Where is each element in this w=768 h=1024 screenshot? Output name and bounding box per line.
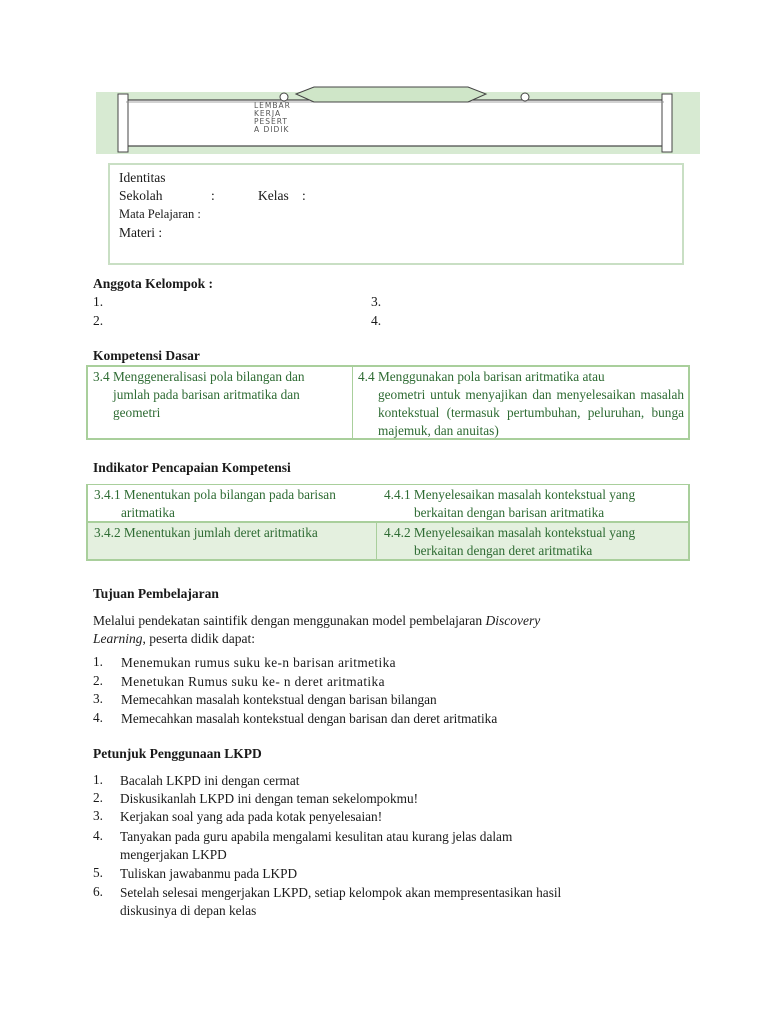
subject-label: Mata Pelajaran : [119, 207, 201, 221]
instruction-1-number: 1. [93, 772, 103, 787]
objective-4-text: Memecahkan masalah kontekstual dengan barisan dan deret aritmatika [121, 711, 498, 726]
instruction-2-number: 2. [93, 790, 103, 805]
objective-3-text: Memecahkan masalah kontekstual dengan barisan bilangan [121, 692, 437, 707]
worksheet-banner [96, 84, 700, 160]
group-heading: Anggota Kelompok : [93, 276, 214, 291]
banner-title: LEMBAR KERJA PESERT A DIDIK [254, 101, 291, 134]
objective-4-number: 4. [93, 710, 103, 725]
indicator-table [86, 484, 690, 561]
material-label: Materi : [119, 225, 163, 240]
member-1: 1. [93, 294, 104, 309]
indicator-3-4-2: 3.4.2 Menentukan jumlah deret aritmatika [94, 525, 318, 540]
instruction-4-text: Tanyakan pada guru apabila mengalami kesulitan atau kurang jelas dalam [120, 829, 513, 844]
instruction-6-text: Setelah selesai mengerjakan LKPD, setiap kelompok akan mempresentasikan hasil [120, 885, 562, 900]
basic-competence-table [86, 365, 690, 440]
instruction-5-number: 5. [93, 865, 103, 880]
school-label: Sekolah [119, 188, 163, 203]
instruction-1-text: Bacalah LKPD ini dengan cermat [120, 773, 300, 788]
objective-2-number: 2. [93, 673, 103, 688]
indicator-4-4-2: 4.4.2 Menyelesaikan masalah kontekstual yang berkaitan dengan deret aritmatika [384, 525, 636, 558]
instruction-3-number: 3. [93, 808, 103, 823]
competence-4-4: 4.4 Menggunakan pola barisan aritmatika atau geometri untuk menyajikan dan menyelesaikan masalah kontekstual (termasuk pertumbuhan, peluruhan, bunga majemuk, dan anuitas) [358, 369, 684, 438]
table-divider [352, 367, 353, 438]
instruction-6-text-cont: diskusinya di depan kelas [120, 903, 257, 918]
objective-1-text: Menemukan rumus suku ke-n barisan aritmetika [121, 655, 396, 670]
indicator-4-4-1: 4.4.1 Menyelesaikan masalah kontekstual yang berkaitan dengan barisan aritmatika [384, 487, 636, 520]
member-4: 4. [371, 313, 382, 328]
class-label: Kelas [258, 188, 289, 203]
instruction-5-text: Tuliskan jawabanmu pada LKPD [120, 866, 298, 881]
objectives-intro-line1: Melalui pendekatan saintifik dengan menggunakan model pembelajaran Discovery [93, 613, 541, 628]
class-colon: : [302, 188, 306, 203]
indicator-3-4-1: 3.4.1 Menentukan pola bilangan pada barisan aritmatika [94, 487, 336, 520]
objective-3-number: 3. [93, 691, 103, 706]
competence-3-4: 3.4 Menggeneralisasi pola bilangan dan jumlah pada barisan aritmatika dan geometri [93, 369, 305, 420]
instruction-3-text: Kerjakan soal yang ada pada kotak penyelesaian! [120, 809, 383, 824]
identity-title: Identitas [119, 170, 166, 185]
instruction-6-number: 6. [93, 884, 103, 899]
indicator-heading: Indikator Pencapaian Kompetensi [93, 460, 291, 475]
objective-1-number: 1. [93, 654, 103, 669]
member-2: 2. [93, 313, 104, 328]
objectives-intro-line2: Learning, peserta didik dapat: [93, 631, 255, 646]
objectives-heading: Tujuan Pembelajaran [93, 586, 219, 601]
instruction-2-text: Diskusikanlah LKPD ini dengan teman sekelompokmu! [120, 791, 419, 806]
basic-competence-heading: Kompetensi Dasar [93, 348, 200, 363]
school-colon: : [211, 188, 215, 203]
member-3: 3. [371, 294, 382, 309]
row2-col-divider [376, 521, 377, 559]
instruction-4-number: 4. [93, 828, 103, 843]
instructions-heading: Petunjuk Penggunaan LKPD [93, 746, 262, 761]
instruction-4-text-cont: mengerjakan LKPD [120, 847, 227, 862]
identity-box [108, 163, 684, 265]
objective-2-text: Menetukan Rumus suku ke- n deret aritmatika [121, 674, 385, 689]
